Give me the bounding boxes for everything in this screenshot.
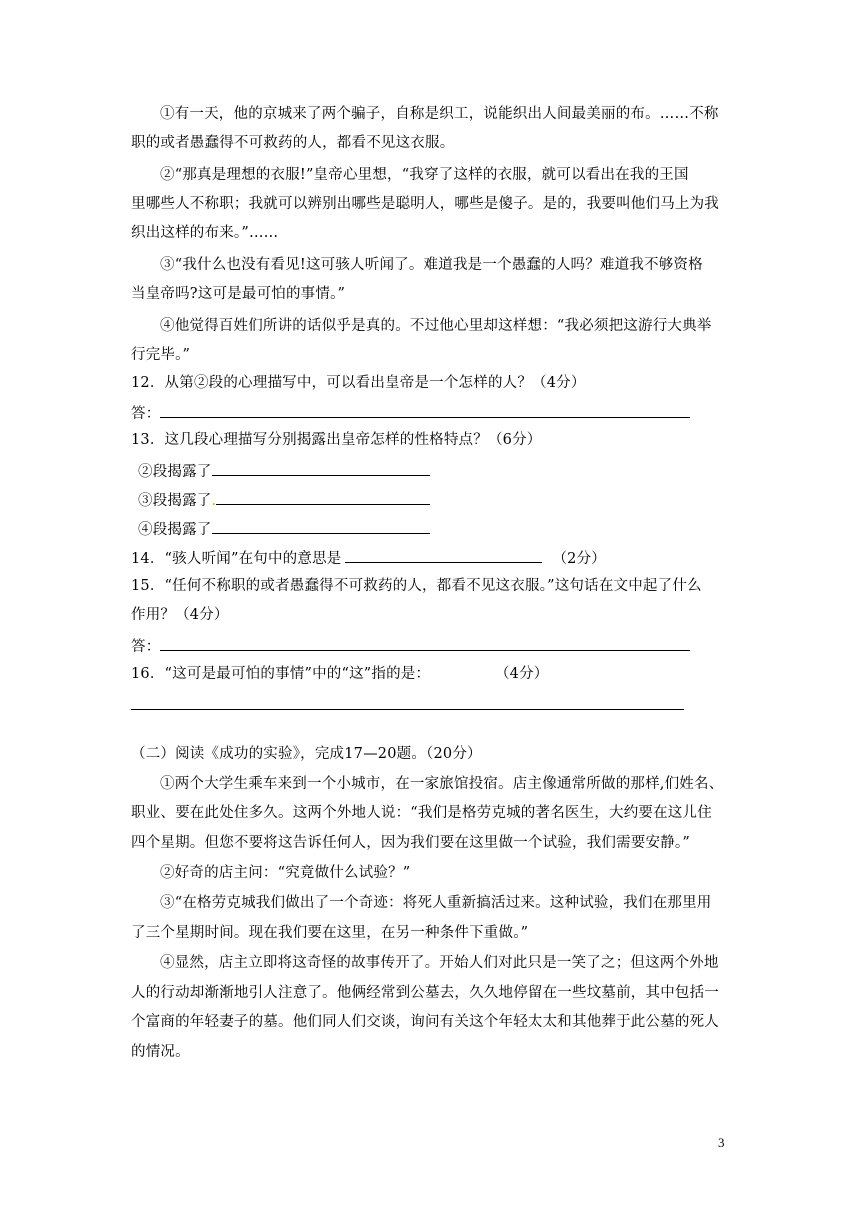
page-number: 3	[718, 1135, 725, 1150]
ink-mark: .	[211, 493, 217, 509]
question-15-line-1: 15．“任何不称职的或者愚蠢得不可救药的人，都看不见这衣服。”这句话在文中起了什么	[131, 578, 702, 594]
paragraph-4-line-1: ④他觉得百姓们所讲的话似乎是真的。不过他心里却这样想：“我必须把这游行大典举	[160, 318, 712, 334]
question-16-text: 16．“这可是最可怕的事情”中的“这”指的是：	[131, 666, 431, 682]
s2-paragraph-4-line-3: 个富商的年轻妻子的墓。他们同人们交谈，询问有关这个年轻太太和其他葬于此公墓的死人	[131, 1014, 719, 1030]
question-12-answer-line	[131, 401, 731, 424]
answer-label: 答：	[131, 639, 161, 655]
s2-paragraph-3-line-2: 了三个星期时间。现在我们要在这里，在另一种条件下重做。”	[131, 925, 529, 941]
question-13-text: 13．这几段心理描写分别揭露出皇帝怎样的性格特点？（6分）	[131, 432, 542, 448]
s2-paragraph-4-line-4: 的情况。	[131, 1044, 190, 1060]
question-15-line-2: 作用？（4分）	[131, 607, 229, 623]
s2-paragraph-3-line-1: ③“在格劳克城我们做出了一个奇迹：将死人重新搞活过来。这种试验，我们在那里用	[160, 895, 712, 911]
paragraph-1-line-2: 职的或者愚蠢得不可救药的人，都看不见这衣服。	[131, 135, 455, 151]
s2-paragraph-4-line-1: ④显然，店主立即将这奇怪的故事传开了。开始人们对此只是一笑了之；但这两个外地	[160, 955, 719, 971]
paragraph-1-line-1: ①有一天，他的京城来了两个骗子，自称是织工，说能织出人间最美丽的布。……不称	[160, 106, 719, 122]
paragraph-2-line-1: ②“那真是理想的衣服!”皇帝心里想，“我穿了这样的衣服，就可以看出在我的王国	[160, 167, 689, 183]
question-14-text: 14．“骇人听闻”在句中的意思是	[131, 551, 342, 567]
question-16-answer-blank[interactable]	[131, 709, 684, 710]
question-13-part-2	[138, 459, 738, 482]
s2-paragraph-4-line-2: 人的行动却渐渐地引人注意了。他俩经常到公墓去，久久地停留在一些坟墓前，其中包括一	[131, 985, 719, 1001]
section-2-heading: （二）阅读《成功的实验》，完成17—20题。（20分）	[131, 746, 482, 762]
answer-label: 答：	[131, 406, 161, 422]
question-16-score: （4分）	[502, 666, 549, 682]
s2-paragraph-2-line-1: ②好奇的店主问：“究竟做什么试验？”	[160, 865, 411, 881]
part-2-label: ②段揭露了	[138, 464, 212, 480]
s2-paragraph-1-line-2: 职业、要在此处住多久。这两个外地人说：“我们是格劳克城的著名医生，大约要在这儿住	[131, 805, 712, 821]
paragraph-3-line-1: ③“我什么也没有看见!这可骇人听闻了。难道我是一个愚蠢的人吗？难道我不够资格	[160, 257, 703, 273]
question-14-score: （2分）	[552, 551, 607, 567]
question-13-part-3	[138, 488, 738, 511]
paragraph-2-line-2: 里哪些人不称职；我就可以辨别出哪些是聪明人，哪些是傻子。是的，我要叫他们马上为我	[131, 196, 719, 212]
part-2-blank[interactable]	[212, 459, 430, 476]
paragraph-3-line-2: 当皇帝吗?这可是最可怕的事情。”	[131, 286, 346, 302]
answer-blank[interactable]	[160, 401, 690, 418]
question-12-text: 12．从第②段的心理描写中，可以看出皇帝是一个怎样的人？（4分）	[131, 375, 586, 391]
question-15-answer-line	[131, 634, 731, 657]
question-14	[131, 546, 731, 569]
paragraph-2-line-3: 织出这样的布来。”……	[131, 225, 279, 241]
part-4-label: ④段揭露了	[138, 522, 212, 538]
s2-paragraph-1-line-3: 四个星期。但您不要将这告诉任何人，因为我们要在这里做一个试验，我们需要安静。”	[131, 835, 690, 851]
s2-paragraph-1-line-1: ①两个大学生乘车来到一个小城市，在一家旅馆投宿。店主像通常所做的那样,们姓名、	[160, 776, 724, 792]
paragraph-4-line-2: 行完毕。”	[131, 347, 191, 363]
part-3-blank[interactable]	[216, 488, 430, 505]
question-16-line	[131, 664, 731, 684]
question-13-part-4	[138, 517, 738, 540]
part-3-label: ③段揭露了	[138, 493, 212, 509]
answer-blank[interactable]	[160, 634, 690, 651]
question-14-blank[interactable]	[345, 546, 542, 563]
part-4-blank[interactable]	[212, 517, 430, 534]
